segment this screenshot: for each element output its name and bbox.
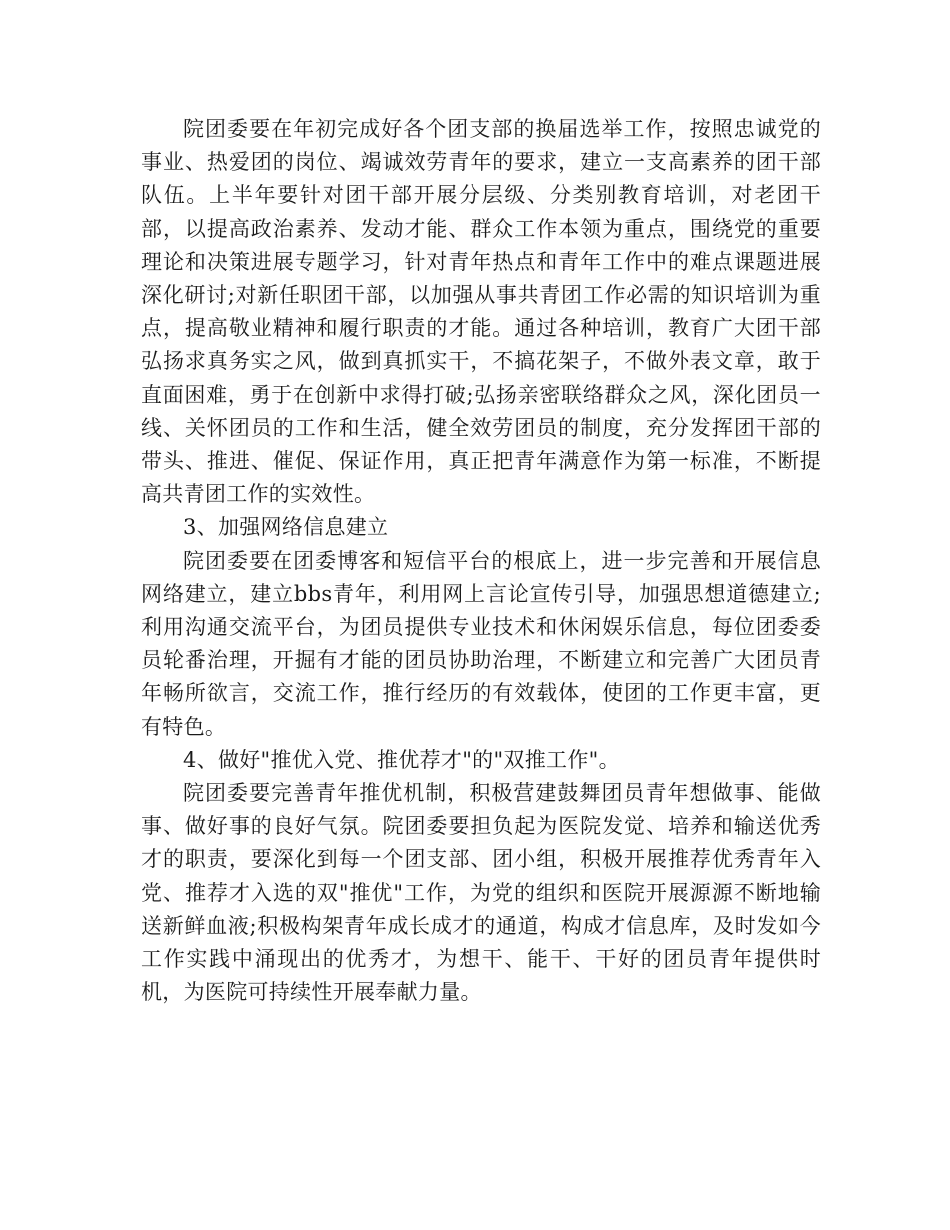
section-heading-double-recommend: 4、做好"推优入党、推优荐才"的"双推工作"。 <box>183 747 620 772</box>
section-heading-network-info: 3、加强网络信息建立 <box>183 515 389 540</box>
paragraph-team-cadre-training: 院团委要在年初完成好各个团支部的换届选举工作，按照忠诚党的事业、热爱团的岗位、竭诚效劳青年的要求，建立一支高素养的团干部队伍。上半年要针对团干部开展分层级、分类别教育培训，对老团干部，以提高政治素养、发动才能、群众工作本领为重点，围绕党的重要理论和决策进展专题学习，针对青年热点和青年工作中的难点课题进展深化研讨;对新任职团干部，以加强从事共青团工作必需的知识培训为重点，提高敬业精神和履行职责的才能。通过各种培训，教育广大团干部弘扬求真务实之风，做到真抓实干，不搞花架子，不做外表文章，敢于直面困难，勇于在创新中求得打破;弘扬亲密联络群众之风，深化团员一线、关怀团员的工作和生活，健全效劳团员的制度，充分发挥团干部的带头、推进、催促、保证作用，真正把青年满意作为第一标准，不断提高共青团工作的实效性。 <box>141 117 821 507</box>
paragraph-double-recommend: 院团委要完善青年推优机制，积极营建鼓舞团员青年想做事、能做事、做好事的良好气氛。院团委要担负起为医院发觉、培养和输送优秀才的职责，要深化到每一个团支部、团小组，积极开展推荐优秀青年入党、推荐才入选的双"推优"工作，为党的组织和医院开展源源不断地输送新鲜血液;积极构架青年成长成才的通道，构成才信息库，及时发如今工作实践中涌现出的优秀才，为想干、能干、干好的团员青年提供时机，为医院可持续性开展奉献力量。 <box>141 781 821 1005</box>
document-body <box>141 113 821 1009</box>
paragraph-network-info: 院团委要在团委博客和短信平台的根底上，进一步完善和开展信息网络建立，建立bbs青年，利用网上言论宣传引导，加强思想道德建立;利用沟通交流平台，为团员提供专业技术和休闲娱乐信息，每位团委委员轮番治理，开掘有才能的团员协助治理，不断建立和完善广大团员青年畅所欲言，交流工作，推行经历的有效载体，使团的工作更丰富，更有特色。 <box>141 548 821 739</box>
